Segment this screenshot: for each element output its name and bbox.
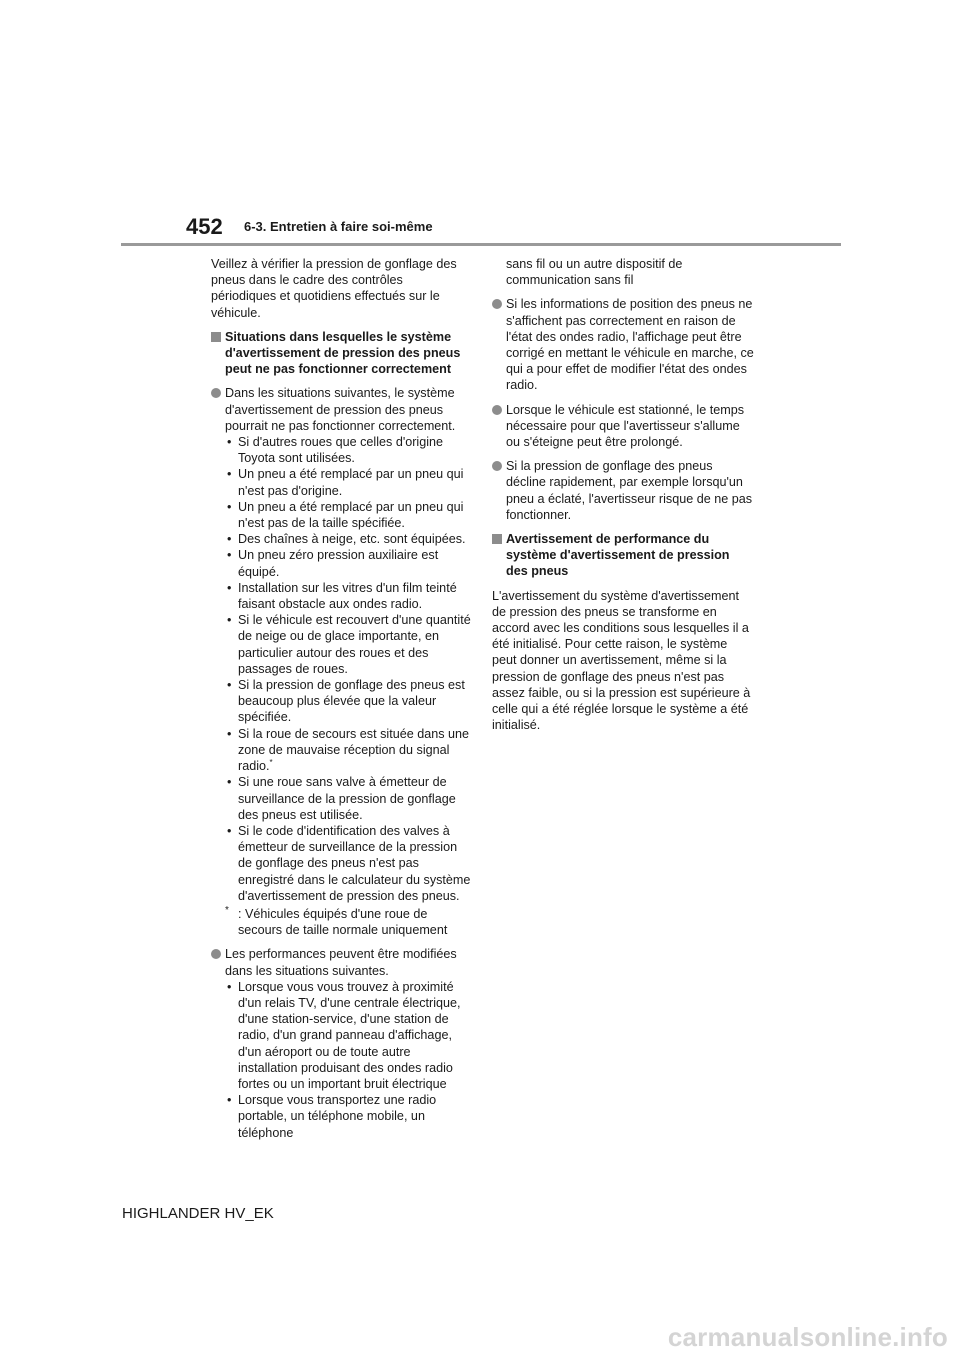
page-number: 452 bbox=[186, 214, 223, 239]
heading-text: Avertissement de performance du système d'avertissement de pression des pneus bbox=[506, 532, 730, 579]
list-item-text: Si la roue de secours est située dans une zone de mauvaise réception du signal radio. bbox=[238, 726, 470, 774]
footnote bbox=[225, 906, 471, 938]
header-divider bbox=[121, 243, 841, 246]
list-item: • Si le code d'identification des valves à émetteur de surveillance de la pression de gonflage des pneus n'est pas enregistré dans le calculateur du système d'avertissement de pression des pneus. bbox=[225, 823, 471, 904]
continued-text: sans fil ou un autre dispositif de communication sans fil bbox=[506, 257, 683, 288]
watermark: carmanualsonline.info bbox=[667, 1322, 948, 1352]
list-item: • Un pneu a été remplacé par un pneu qui n'est pas d'origine. bbox=[225, 466, 471, 498]
round-bullet-icon bbox=[492, 461, 502, 471]
footnote-mark: * bbox=[269, 757, 273, 767]
bullet-block-situations bbox=[211, 385, 471, 938]
footnote-star: * bbox=[225, 904, 229, 916]
bullet-block-performance bbox=[211, 946, 471, 1140]
list-item: • Si la pression de gonflage des pneus est beaucoup plus élevée que la valeur spécifiée. bbox=[225, 677, 471, 726]
bullet-block-rapid-decline bbox=[492, 458, 754, 523]
list-item: • Un pneu zéro pression auxiliaire est équipé. bbox=[225, 547, 471, 579]
bullet-text: Si les informations de position des pneus ne s'affichent pas correctement en raison de l'état des ondes radio, l'affichage peut être corrigé en mettant le véhicule en marche, ce qui a pour effet de modifier l'état des ondes radio. bbox=[506, 297, 754, 393]
list-item: • Installation sur les vitres d'un film teinté faisant obstacle aux ondes radio. bbox=[225, 580, 471, 612]
list-item: • Un pneu a été remplacé par un pneu qui n'est pas de la taille spécifiée. bbox=[225, 499, 471, 531]
round-bullet-icon bbox=[492, 299, 502, 309]
list-item: • Lorsque vous vous trouvez à proximité d'un relais TV, d'une centrale électrique, d'une station-service, d'une station de radio, d'un grand panneau d'affichage, d'un aéroport ou de toute autre installation produisant des ondes radio fortes ou un important bruit électrique bbox=[225, 979, 471, 1092]
section-title: 6-3. Entretien à faire soi-même bbox=[244, 219, 433, 234]
intro-paragraph: Veillez à vérifier la pression de gonflage des pneus dans le cadre des contrôles périodiques et quotidiens effectués sur le véhicule. bbox=[211, 257, 457, 320]
round-bullet-icon bbox=[211, 388, 221, 398]
square-bullet-icon bbox=[211, 332, 221, 342]
list-item: • Si d'autres roues que celles d'origine Toyota sont utilisées. bbox=[225, 434, 471, 466]
footer-model-name: HIGHLANDER HV_EK bbox=[122, 1205, 274, 1222]
list-item bbox=[225, 726, 471, 775]
list-item: • Lorsque vous transportez une radio portable, un téléphone mobile, un téléphone bbox=[225, 1092, 471, 1141]
left-column bbox=[211, 256, 471, 1149]
bullet-text: Les performances peuvent être modifiées dans les situations suivantes. bbox=[225, 947, 457, 978]
footnote-text: : Véhicules équipés d'une roue de secours de taille normale uniquement bbox=[238, 906, 448, 938]
round-bullet-icon bbox=[211, 949, 221, 959]
right-column bbox=[492, 256, 754, 733]
section-heading-malfunction bbox=[211, 329, 471, 378]
bullet-text: Lorsque le véhicule est stationné, le temps nécessaire pour que l'avertisseur s'allume ou s'éteigne peut être prolongé. bbox=[506, 402, 745, 450]
bullet-text: Si la pression de gonflage des pneus décline rapidement, par exemple lorsqu'un pneu a éclaté, l'avertisseur risque de ne pas fonctionner. bbox=[506, 459, 753, 522]
warning-paragraph: L'avertissement du système d'avertissement de pression des pneus se transforme en accord avec les conditions sous lesquelles il a été initialisé. Pour cette raison, le système peut donner un avertissement, même si la pression de gonflage des pneus n'est pas assez faible, ou si la pression est supérieure à celle qui a été réglée lorsque le système a été initialisé. bbox=[492, 588, 751, 733]
bullet-text: Dans les situations suivantes, le système d'avertissement de pression des pneus pourrait ne pas fonctionner correctement. bbox=[225, 386, 456, 433]
list-item: • Si une roue sans valve à émetteur de surveillance de la pression de gonflage des pneus est utilisée. bbox=[225, 774, 471, 823]
list-item: • Des chaînes à neige, etc. sont équipées. bbox=[225, 531, 471, 547]
performance-list bbox=[225, 979, 471, 1141]
bullet-block-parked bbox=[492, 402, 754, 451]
bullet-block-position-info bbox=[492, 296, 754, 393]
heading-text: Situations dans lesquelles le système d'avertissement de pression des pneus peut ne pas fonctionner correctement bbox=[225, 329, 461, 377]
section-heading-warning-performance bbox=[492, 531, 754, 580]
square-bullet-icon bbox=[492, 534, 502, 544]
round-bullet-icon bbox=[492, 405, 502, 415]
situation-list bbox=[225, 434, 471, 904]
list-item: • Si le véhicule est recouvert d'une quantité de neige ou de glace importante, en particulier autour des roues et des passages de roues. bbox=[225, 612, 471, 677]
